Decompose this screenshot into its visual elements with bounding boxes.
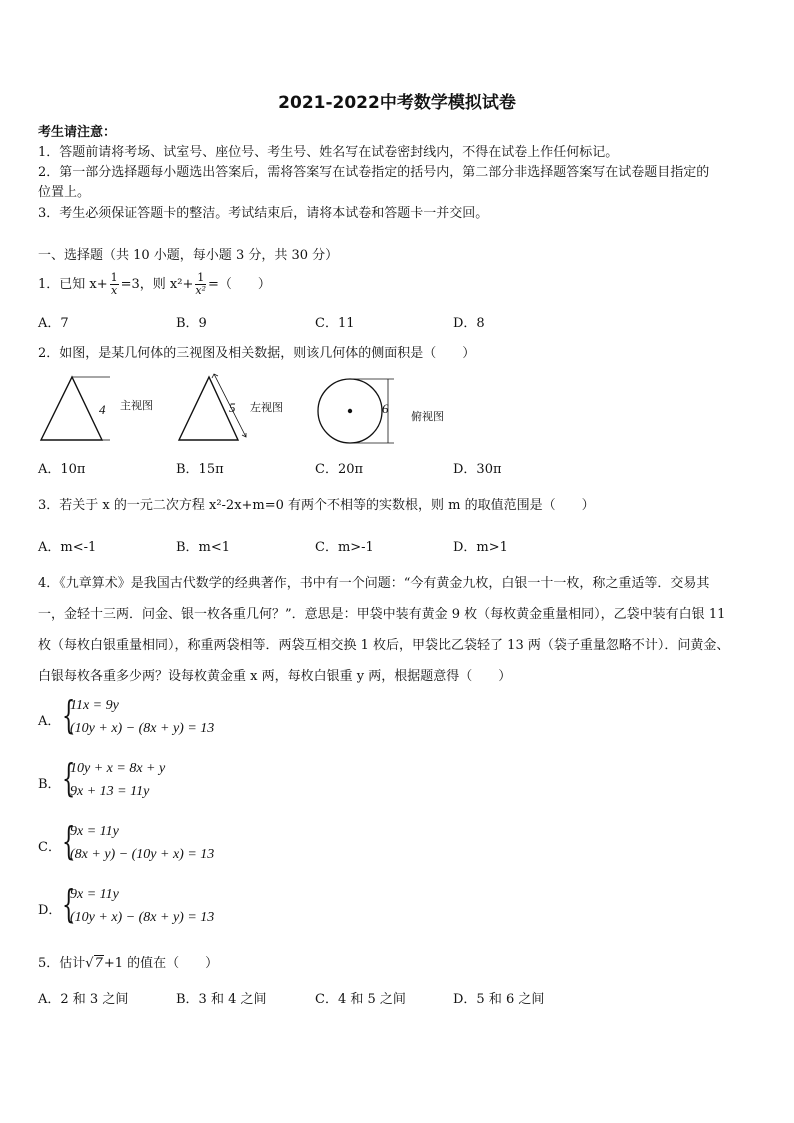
q4-option-b-eq1: 10y + x = 8x + y [70,761,166,776]
notice-item-2: 2．第一部分选择题每小题选出答案后，需将答案写在试卷指定的括号内，第二部分非选择题答案写在试卷题目指定的 [38,165,710,180]
q4-option-c-eq1: 9x = 11y [70,824,119,839]
q4-option-b-label: B． [38,777,61,792]
q1-fraction-1: $\frac{1}{x}$ [110,271,118,297]
q5-suffix: +1 的值在（ ） [103,956,219,971]
q1-option-c[interactable]: C．11 [315,316,355,331]
top-view-figure [316,376,406,448]
q4-option-a-eq1: 11x = 9y [70,698,119,713]
q4-option-a-brace: { [62,693,76,737]
q3-option-b[interactable]: B．m<1 [176,540,231,555]
question-4-line-1: 4．《九章算术》是我国古代数学的经典著作，书中有一个问题：“今有黄金九枚，白银一十一枚，称之重适等．交易其 [38,576,710,591]
q4-option-d-label: D． [38,903,62,918]
top-view-dimension: 6 [382,401,389,416]
q4-option-c-eq2: (8x + y) − (10y + x) = 13 [70,847,215,862]
q1-option-a[interactable]: A．7 [38,316,69,331]
q4-option-d-brace: { [62,882,76,926]
notice-item-3: 3．考生必须保证答题卡的整洁。考试结束后，请将本试卷和答题卡一并交回。 [38,206,489,221]
question-5 [38,952,218,971]
q2-option-a[interactable]: A．10π [38,462,86,477]
q2-option-b[interactable]: B．15π [176,462,224,477]
q1-option-d[interactable]: D．8 [453,316,485,331]
side-view-figure [176,372,256,444]
q5-radicand: 7 [94,956,103,971]
notice-item-1: 1．答题前请将考场、试室号、座位号、考生号、姓名写在试卷密封线内，不得在试卷上作任何标记。 [38,145,619,160]
q4-option-c-label: C． [38,840,61,855]
side-view-label: 左视图 [250,401,283,414]
q1-option-b[interactable]: B．9 [176,316,207,331]
q1-fraction-2: $\frac{1}{\text{x²}}$ [195,271,206,297]
top-view-center-dot [348,409,352,413]
q3-option-c[interactable]: C．m>-1 [315,540,374,555]
q1-prefix: 1．已知 x+ [38,277,108,292]
q2-option-c[interactable]: C．20π [315,462,364,477]
q4-option-d-eq1: 9x = 11y [70,887,119,902]
q5-option-b[interactable]: B．3 和 4 之间 [176,992,267,1007]
q3-option-d[interactable]: D．m>1 [453,540,508,555]
question-1 [38,272,271,297]
question-2: 2．如图，是某几何体的三视图及相关数据，则该几何体的侧面积是（ ） [38,346,476,361]
question-4-line-2: 一，金轻十三两．问金、银一枚各重几何？”．意思是：甲袋中装有黄金 9 枚（每枚黄金重量相同），乙袋中装有白银 11 [38,607,726,622]
q5-prefix: 5．估计 [38,956,86,971]
exam-title: 2021-2022中考数学模拟试卷 [278,93,516,113]
top-view-label: 俯视图 [411,410,444,423]
q4-option-b-eq2: 9x + 13 = 11y [70,784,150,799]
q4-option-a-label: A． [38,714,61,729]
side-view-dimension: 5 [229,400,236,415]
section-heading: 一、选择题（共 10 小题，每小题 3 分，共 30 分） [38,248,339,263]
front-view-dimension: 4 [99,402,106,417]
q4-option-d-eq2: (10y + x) − (8x + y) = 13 [70,910,215,925]
question-3: 3．若关于 x 的一元二次方程 x²-2x+m=0 有两个不相等的实数根，则 m 的取值范围是（ ） [38,498,595,513]
front-view-label: 主视图 [120,399,153,412]
q5-option-a[interactable]: A．2 和 3 之间 [38,992,129,1007]
q3-option-a[interactable]: A．m<-1 [38,540,97,555]
q4-option-a-eq2: (10y + x) − (8x + y) = 13 [70,721,215,736]
notice-heading: 考生请注意： [38,125,117,140]
q1-mid: =3，则 x²+ [120,277,194,292]
notice-item-2-cont: 位置上。 [38,185,91,200]
q5-option-c[interactable]: C．4 和 5 之间 [315,992,406,1007]
question-4-line-3: 枚（每枚白银重量相同），称重两袋相等．两袋互相交换 1 枚后，甲袋比乙袋轻了 13 两（袋子重量忽略不计）．问黄金、 [38,638,730,653]
q4-option-c-brace: { [62,819,76,863]
q2-option-d[interactable]: D．30π [453,462,502,477]
q5-option-d[interactable]: D．5 和 6 之间 [453,992,545,1007]
sqrt-symbol: √ [85,956,94,971]
q1-suffix: =（ ） [208,277,271,292]
front-view-figure [38,372,118,444]
q4-option-b-brace: { [62,756,76,800]
front-view-triangle [41,377,102,440]
question-4-line-4: 白银每枚各重多少两？设每枚黄金重 x 两，每枚白银重 y 两，根据题意得（ ） [38,669,512,684]
